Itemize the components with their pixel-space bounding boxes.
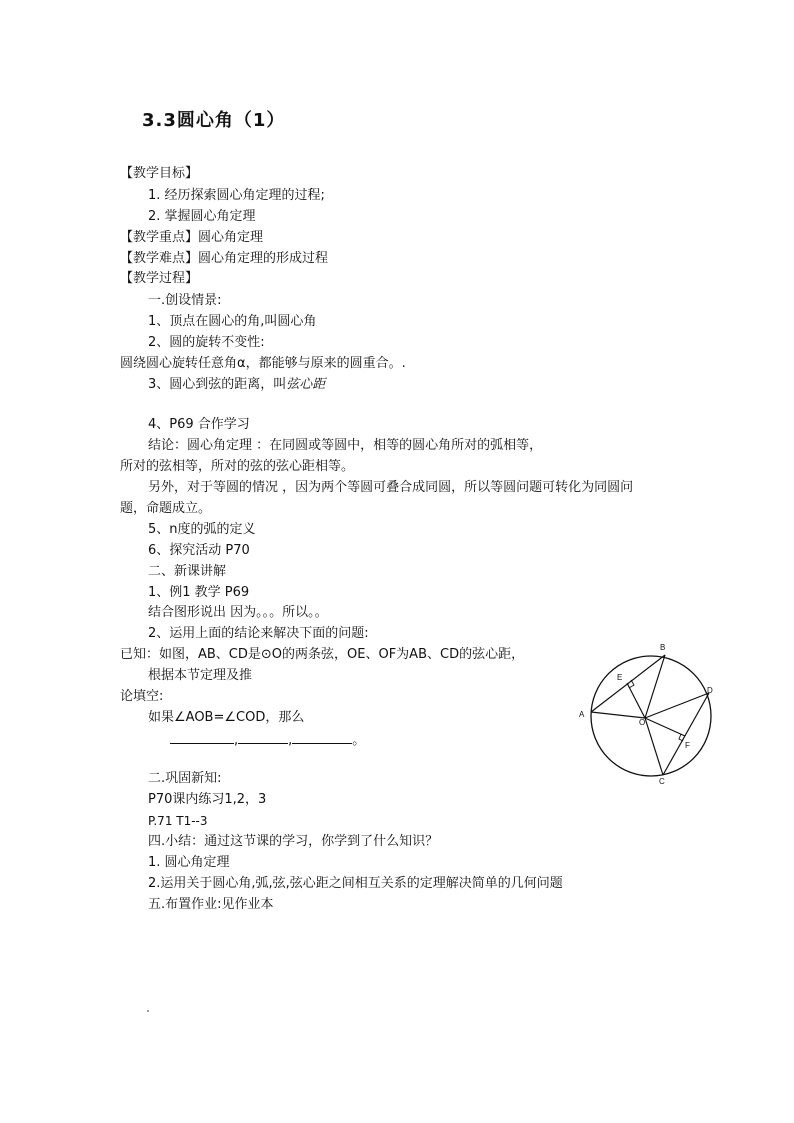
equal-circles-note-1: 另外，对于等圆的情况 ，因为两个等圆可叠合成同圆，所以等圆问题可转化为同圆问 [148,480,634,495]
label-o: O [639,718,646,727]
exploration-activity: 6、探究活动 P70 [148,543,250,558]
step-one-heading: 一.创设情景: [148,293,222,308]
key-point: 【教学重点】圆心角定理 [120,230,264,245]
radius-ob [645,655,665,718]
section-process-heading: 【教学过程】 [120,271,199,286]
cooperative-learning: 4、P69 合作学习 [148,417,250,432]
radius-oa [591,712,645,718]
class-exercise: P70课内练习1,2，3 [148,792,267,807]
summary-item-1: 1. 圆心角定理 [148,855,230,870]
new-lesson-heading: 二、新课讲解 [148,564,227,579]
goal-item-2: 2. 掌握圆心角定理 [148,209,256,224]
chord-ab [591,655,665,712]
example-1: 1、例1 教学 P69 [148,585,250,600]
homework: 五.布置作业:见作业本 [148,897,274,912]
blank-1 [170,731,234,744]
segment-of [645,718,685,736]
rotation-statement: 圆绕圆心旋转任意角α，都能够与原来的圆重合。. [120,356,406,371]
example-reasoning: 结合图形说出 因为。。。所以。。 [148,605,328,620]
theorem-conclusion-2: 所对的弦相等，所对的弦的弦心距相等。 [120,459,355,474]
textbook-exercise: P.71 T1--3 [148,814,208,828]
blank-2 [238,731,288,744]
radius-oc [645,718,663,775]
apply-conclusion: 2、运用上面的结论来解决下面的问题: [148,626,369,641]
chord-distance-term: 弦心距 [286,377,326,392]
right-angle-e [629,680,634,688]
label-f: F [685,741,690,750]
circle-figure [575,638,725,786]
definition-central-angle: 1、顶点在圆心的角,叫圆心角 [148,314,317,329]
label-b: B [660,643,666,652]
fill-in-instruction-1: 根据本节定理及推 [148,668,253,683]
page-title: 3.3圆心角（1） [142,110,286,131]
label-c: C [659,777,665,786]
chord-distance-definition [148,376,325,394]
given-statement: 已知：如图，AB、CD是⊙O的两条弦，OE、OF为AB、CD的弦心距， [120,647,525,662]
fill-in-instruction-2: 论填空: [120,689,164,704]
label-d: D [707,686,713,695]
goal-item-1: 1. 经历探索圆心角定理的过程; [148,188,325,203]
label-a: A [579,710,585,719]
radius-od [645,693,709,718]
stray-dot [147,1010,149,1012]
difficult-point: 【教学难点】圆心角定理的形成过程 [120,251,329,266]
chord-cd [663,693,709,775]
equal-circles-note-2: 题，命题成立。 [120,501,212,516]
rotation-invariance: 2、圆的旋转不变性: [148,335,265,350]
blank-3 [292,731,352,744]
consolidation-heading: 二.巩固新知: [148,771,222,786]
chord-distance-text: 3、圆心到弦的距离，叫 [148,377,287,392]
section-goals-heading: 【教学目标】 [120,166,199,181]
summary-heading: 四.小结：通过这节课的学习，你学到了什么知识？ [148,834,439,849]
arc-degree-definition: 5、n度的弧的定义 [148,522,256,537]
condition-statement: 如果∠AOB=∠COD，那么 [148,710,305,725]
summary-item-2: 2.运用关于圆心角,弧,弦,弦心距之间相互关系的定理解决简单的几何问题 [148,876,563,891]
fill-in-blanks: , , 。 [170,731,365,750]
theorem-conclusion-1: 结论：圆心角定理 ：在同圆或等圆中，相等的圆心角所对的弧相等， [148,438,543,453]
label-e: E [617,673,623,682]
segment-oe [627,683,645,718]
